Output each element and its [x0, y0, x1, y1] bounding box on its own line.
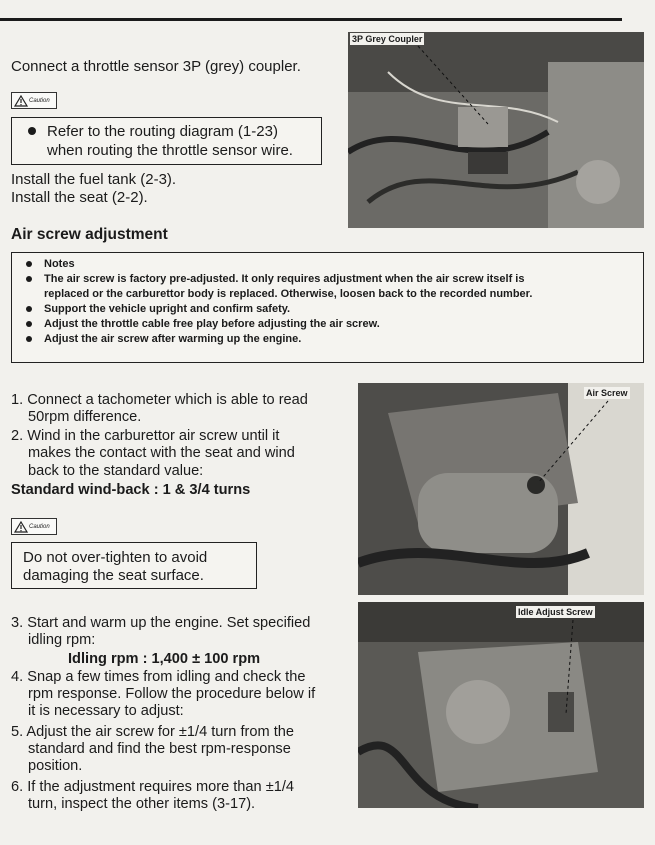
- bullet-dot: [26, 306, 32, 312]
- step-text: 1. Connect a tachometer which is able to read: [11, 392, 308, 408]
- photo-label: 3P Grey Coupler: [352, 34, 423, 44]
- section-title: Air screw adjustment: [11, 226, 168, 243]
- top-rule: [0, 18, 622, 21]
- note-text: Adjust the throttle cable free play before adjusting the air screw.: [44, 318, 380, 330]
- note-text: replaced or the carburettor body is replaced. Otherwise, loosen back to the recorded number.: [44, 288, 533, 300]
- step-text: idling rpm:: [28, 632, 96, 648]
- warning-icon: [14, 521, 28, 533]
- coupler-instruction: Connect a throttle sensor 3P (grey) coupler.: [11, 58, 301, 75]
- note-item: [22, 302, 637, 317]
- note-text: Support the vehicle upright and confirm safety.: [44, 303, 291, 315]
- step-text: rpm response. Follow the procedure below if: [28, 686, 316, 702]
- bullet-dot: [28, 127, 36, 135]
- air-screw-photo: [358, 383, 644, 595]
- step-text: 3. Start and warm up the engine. Set specified: [11, 615, 311, 631]
- note-item: [22, 332, 637, 347]
- install-seat: Install the seat (2-2).: [11, 189, 148, 206]
- step-text: 50rpm difference.: [28, 409, 142, 425]
- note-item: [22, 287, 637, 302]
- photo-label: Air Screw: [586, 388, 628, 398]
- step-text: standard and find the best rpm-response: [28, 741, 291, 757]
- step-text: 4. Snap a few times from idling and check the: [11, 669, 306, 685]
- step-text: it is necessary to adjust:: [28, 703, 184, 719]
- step-text: 2. Wind in the carburettor air screw until it: [11, 428, 280, 444]
- step-text: back to the standard value:: [28, 463, 204, 479]
- caution-line: damaging the seat surface.: [23, 567, 204, 584]
- caution-line: Do not over-tighten to avoid: [23, 549, 208, 566]
- bullet-dot: [26, 336, 32, 342]
- notes-box: [11, 252, 644, 363]
- caution-tag: [11, 518, 57, 535]
- step-text: makes the contact with the seat and wind: [28, 445, 295, 461]
- photo-label: Idle Adjust Screw: [518, 607, 593, 617]
- step-text: turn, inspect the other items (3-17).: [28, 796, 256, 812]
- idling-rpm: Idling rpm : 1,400 ± 100 rpm: [68, 651, 261, 667]
- caution-line: Refer to the routing diagram (1-23): [47, 123, 278, 140]
- standard-windback: Standard wind-back : 1 & 3/4 turns: [11, 482, 251, 498]
- note-item: [22, 272, 637, 287]
- note-text: Adjust the air screw after warming up the engine.: [44, 333, 302, 345]
- caution-label: Caution: [29, 97, 50, 104]
- idle-screw-photo: [358, 602, 644, 808]
- caution-tag: [11, 92, 57, 109]
- caution-label: Caution: [29, 523, 50, 530]
- caution-box: [11, 117, 322, 165]
- bullet-dot: [26, 261, 32, 267]
- step-text: position.: [28, 758, 83, 774]
- note-text: Notes: [44, 258, 75, 270]
- note-item: [22, 257, 637, 272]
- note-item: [22, 317, 637, 332]
- warning-icon: [14, 95, 28, 107]
- step-text: 6. If the adjustment requires more than ±1/4: [11, 779, 295, 795]
- caution-box: [11, 542, 257, 589]
- note-text: The air screw is factory pre-adjusted. It only requires adjustment when the air screw itself is: [44, 273, 525, 285]
- install-fuel-tank: Install the fuel tank (2-3).: [11, 171, 177, 188]
- bullet-dot: [26, 276, 32, 282]
- caution-line: when routing the throttle sensor wire.: [47, 142, 293, 159]
- coupler-photo: [348, 32, 644, 228]
- step-text: 5. Adjust the air screw for ±1/4 turn from the: [11, 724, 294, 740]
- bullet-dot: [26, 321, 32, 327]
